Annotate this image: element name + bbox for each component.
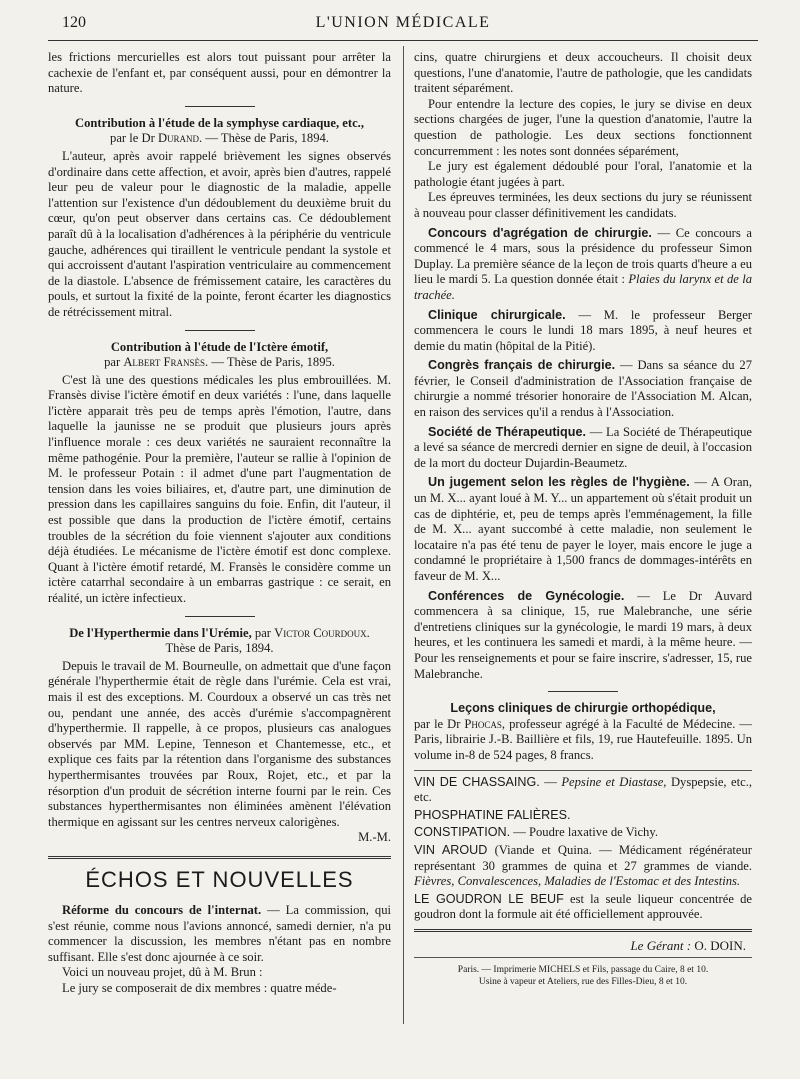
- reforme-paragraph: Réforme du concours de l'internat. — La commission, qui s'est réunie, comme nous l'avions annoncé, samedi dernier, n'a pu commencer la discussion, les membres n'étant pas en nombre suffisant. Elle s'est donc ajournée à ce soir.: [48, 902, 391, 964]
- double-rule: [48, 856, 391, 859]
- news-societe: Société de Thérapeutique. — La Société de Thérapeutique a levé sa séance de mercredi dernier en signe de deuil, à l'occasion de la mort du docteur Dujardin-Beaumetz.: [414, 424, 752, 470]
- ad-vin-aroud: VIN AROUD (Viande et Quina. — Médicament régénérateur représentant 30 grammes de quina et 27 grammes de viande. Fièvres, Convalescences, Maladies de l'Estomac et des Intestins.: [414, 842, 752, 889]
- running-title: L'UNION MÉDICALE: [315, 14, 491, 31]
- news-clinique: Clinique chirurgicale. — M. le professeur Berger commencera le cours le lundi 18 mars 1895, à neuf heures et demie du matin (hôpital de la Pitié).: [414, 307, 752, 353]
- article-body-ictere: C'est là une des questions médicales les plus embrouillées. M. Fransès divise l'ictère émotif en deux variétés : l'une, dans laquelle l'ictère apparait très peu de temps après l'émotion, l'autre, dans laquelle la jaunisse ne se produit que plusieurs jours après l'influence morale : ces deux variétés ne sauraient reconnaître la même pathogénie. Pour la première, l'auteur se rallie à l'opinion de M. le professeur Potain : il admet d'une part l'augmentation de tension dans les voies biliaires, et, d'autre part, une diminution de pression dans les capillaires sanguins du foie. Enfin, dit l'auteur, il est possible que dans la production de l'ictère émotif, certains troubles de la sécrétion du foie viennent s'ajouter aux conditions déjà étudiées. Le mécanisme de l'ictère émotif est donc complexe. Quant à l'ictère émotif retardé, M. Fransès le considère comme un ictère catarrhal secondaire à un embarras gastrique : ce serait, en réalité, un ictère infectieux.: [48, 372, 391, 605]
- footer-rule: [414, 957, 752, 958]
- separator: [548, 691, 618, 692]
- book-title-orthopedie: Leçons cliniques de chirurgie orthopédique,: [450, 701, 716, 716]
- ad-constipation: CONSTIPATION. — Poudre laxative de Vichy.: [414, 825, 658, 840]
- separator: [185, 330, 255, 331]
- jury-copies: Pour entendre la lecture des copies, le jury se divise en deux sections chargées de juger, l'une la question d'anatomie, l'autre la question de pathologie. Les deux sections fonctionnent concurremment : les notes sont données séparément,: [414, 96, 752, 158]
- article-heading-hyperthermie: De l'Hyperthermie dans l'Urémie, par Victor Courdoux.: [69, 625, 370, 640]
- book-details-orthopedie: par le Dr Phocas, professeur agrégé à la Faculté de Médecine. — Paris, librairie J.-B. Baillière et fils, 19, rue Hautefeuille. 1895. Un volume in-8 de 524 pages, 8 francs.: [414, 716, 752, 762]
- article-these-hyperthermie: Thèse de Paris, 1894.: [165, 641, 274, 656]
- signature: M.-M.: [358, 830, 391, 845]
- ad-goudron: LE GOUDRON LE BEUF est la seule liqueur concentrée de goudron dont la formule ait été officiellement approuvée.: [414, 891, 752, 922]
- news-congres: Congrès français de chirurgie. — Dans sa séance du 27 février, le Conseil d'administration de l'Association française de chirurgie a nommé trésorier honoraire de l'Association M. Alcan, en raison des services qu'il a rendus à l'Association.: [414, 358, 752, 420]
- double-rule: [414, 929, 752, 932]
- section-title-echos: ÉCHOS ET NOUVELLES: [85, 866, 354, 892]
- page-number: 120: [62, 14, 86, 31]
- printer-address: Usine à vapeur et Ateliers, rue des Filles-Dieu, 8 et 10.: [478, 977, 688, 988]
- article-title-symphyse: Contribution à l'étude de la symphyse cardiaque, etc.,: [75, 115, 364, 130]
- article-body-symphyse: L'auteur, après avoir rappelé brièvement les signes observés d'ordinaire dans cette affection, et avoir, après bien d'autres, rappelé leur peu de valeur pour le diagnostic de la maladie, appelle l'attention sur l'existence d'un dédoublement du deuxième bruit du cœur, qu'on peut observer dans certains cas. Ce dédoublement paraît dû à la localisation d'adhérences à la périphérie du ventricule gauche, adhérences qui tiraillent le ventricule pendant la systole et qui accroissent d'autant l'aspiration ventriculaire au commencement de la diastole. L'absence de frémissement cataire, les caractères du pouls, et surtout la fixité de la pointe, feront écarter les diagnostics de rétrécissement mitral.: [48, 148, 391, 319]
- news-gynecologie: Conférences de Gynécologie. — Le Dr Auvard commencera à sa clinique, 15, rue Malebranche, une série d'entretiens cliniques sur la gynécologie, le mardi 19 mars, à deux heures, et les continuera les samedi et mardi, à la même heure. — Pour les renseignements et pour se faire inscrire, s'adresser, 15, rue Malebranche.: [414, 588, 752, 681]
- jury-oral: Le jury est également dédoublé pour l'oral, l'anatomie et la pathologie étant jugées à part.: [414, 159, 752, 189]
- news-agregation: Concours d'agrégation de chirurgie. — Ce concours a commencé le 4 mars, sous la présidence du professeur Simon Duplay. La première séance de la leçon de trois quarts d'heure a eu lieu le mardi 5. La question donnée était : Plaies du larynx et de la trachée.: [414, 225, 752, 302]
- ads-rule: [414, 770, 752, 771]
- article-byline-ictere: par Albert Fransès. — Thèse de Paris, 1895.: [104, 355, 335, 370]
- separator: [185, 616, 255, 617]
- ad-chassaing: VIN DE CHASSAING. — Pepsine et Diastase, Dyspepsie, etc., etc.: [414, 774, 752, 805]
- article-body-hyperthermie: Depuis le travail de M. Bourneulle, on admettait que d'une façon générale l'hyperthermie était de règle dans l'urémie. Cela est vrai, mais il est des exceptions. M. Courdoux a observé un cas très net ou, pendant une année, des accès d'urémie s'accompagnèrent d'hyperthermie. Il rappelle, à ce propos, plusieurs cas analogues observés par MM. Lepine, Tenneson et Chantemesse, etc., et explique ces faits par la rétention dans l'organisme des substances hyperthermisantes trouvées par Roux, Rojet, etc., et par la résorption d'un produit de sécrétion interne fourni par le rein. Ces substances hyperthermisantes non éliminées amènent l'élévation thermique en agissant sur les centres nerveux calorigènes.: [48, 658, 391, 829]
- jury-paragraph: Le jury se composerait de dix membres : quatre méde-: [62, 980, 337, 995]
- jury-continuation: cins, quatre chirurgiens et deux accoucheurs. Il choisit deux questions, l'une d'anatomie, l'autre de pathologie, que les candidats traitent séparément.: [414, 50, 752, 96]
- column-divider: [403, 46, 404, 1024]
- article-title-ictere: Contribution à l'étude de l'Ictère émotif,: [110, 339, 329, 354]
- page-header: [48, 10, 758, 38]
- left-column: [48, 50, 391, 996]
- article-byline-symphyse: par le Dr Durand. — Thèse de Paris, 1894.: [110, 131, 329, 146]
- news-jugement: Un jugement selon les règles de l'hygiène. — A Oran, un M. X... ayant loué à M. Y... un appartement où s'était produit un cas de diphtérie, et, peu de temps après l'emménagement, la fille de M. X... ayant succombé à cette maladie, non seulement le locataire n'a pas été tenu de payer le loyer, mais encore le juge a condamné le propriétaire à 1,500 francs de dommages-intérêts en faveur de M. X...: [414, 475, 752, 583]
- right-column: [414, 50, 752, 988]
- gerant-line: Le Gérant : O. DOIN.: [630, 937, 746, 953]
- ad-phosphatine: PHOSPHATINE FALIÈRES.: [414, 807, 571, 822]
- separator: [185, 106, 255, 107]
- jury-final: Les épreuves terminées, les deux sections du jury se réunissent à nouveau pour classer définitivement les candidats.: [414, 190, 752, 220]
- printer-line: Paris. — Imprimerie MICHELS et Fils, passage du Caire, 8 et 10.: [457, 965, 709, 976]
- intro-paragraph: les frictions mercurielles est alors tout puissant pour arrêter la cachexie de l'enfant et, par conséquent aussi, pour en démontrer la nature.: [48, 50, 391, 96]
- header-rule: [48, 40, 758, 41]
- projet-paragraph: Voici un nouveau projet, dû à M. Brun :: [62, 965, 263, 980]
